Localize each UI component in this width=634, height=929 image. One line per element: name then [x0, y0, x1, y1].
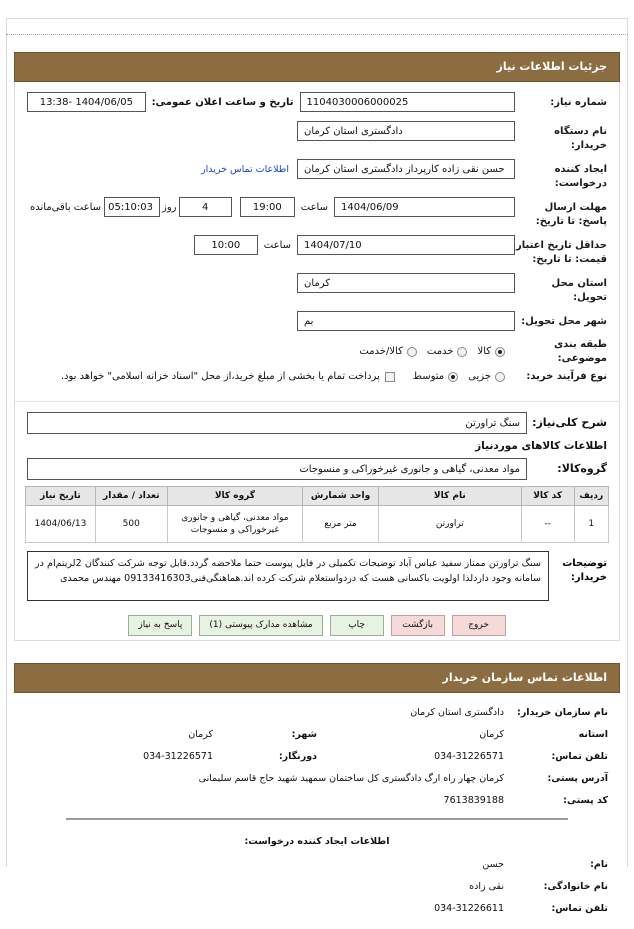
cell-need-date: 1404/06/13	[26, 505, 96, 542]
goods-table-header-row	[26, 486, 609, 505]
cell-code: --	[521, 505, 574, 542]
validity-hour-label: ساعت	[263, 240, 291, 251]
buyer-contact-area	[14, 693, 620, 929]
process-option-motevaset-label: متوسط	[412, 371, 445, 383]
row-province-city	[26, 729, 608, 740]
row-delivery-city	[27, 311, 607, 331]
category-option-kala-label: کالا	[477, 346, 491, 357]
need-details-panel	[14, 82, 620, 641]
creator-field[interactable]: حسن نقی زاده کارپرداز دادگستری استان کرمان	[297, 159, 515, 179]
announce-label: تاریخ و ساعت اعلان عمومی:	[151, 97, 294, 108]
category-option-khedmat-label: خدمت	[426, 346, 454, 357]
row-buyer-org	[27, 121, 607, 152]
category-option-kala[interactable]	[477, 346, 505, 357]
fax-value: 034-31226571	[143, 750, 213, 762]
org-name-value: دادگستری استان کرمان	[410, 706, 504, 718]
delivery-city-field[interactable]: بم	[297, 311, 515, 331]
process-option-jozi-label: جزیی	[468, 371, 491, 383]
delivery-province-label: استان محل تحویل:	[551, 278, 607, 303]
goods-group-field[interactable]: مواد معدنی، گیاهی و جانوری غیرخوراکی و منسوجات	[27, 458, 527, 480]
row-creator-first-name	[26, 859, 608, 870]
radio-icon-motevaset[interactable]	[448, 372, 458, 382]
row-postal	[26, 795, 608, 806]
row-need-number	[27, 92, 607, 114]
process-label: نوع فرآیند خرید:	[526, 371, 607, 382]
treasury-checkbox-label: پرداخت تمام یا بخشی از مبلغ خرید،از محل "اسناد خزانه اسلامی" خواهد بود.	[60, 371, 380, 383]
row-process	[27, 370, 607, 384]
divider-after-form	[15, 401, 619, 402]
row-creator-last-name	[26, 881, 608, 892]
row-goods-group	[27, 458, 607, 480]
deadline-date-field[interactable]: 1404/06/09	[334, 197, 515, 217]
address-label: آدرس پستی:	[547, 772, 608, 784]
process-option-motevaset[interactable]	[413, 371, 458, 382]
remaining-time-field[interactable]: 05:10:03	[104, 197, 160, 217]
province-label: استانه	[578, 728, 608, 740]
validity-hour-field[interactable]: 10:00	[194, 235, 258, 255]
delivery-province-field[interactable]: کرمان	[297, 273, 515, 293]
exit-button[interactable]: خروج	[452, 615, 506, 636]
col-name: نام کالا	[378, 486, 521, 505]
category-option-kala-khedmat-label: کالا/خدمت	[359, 346, 403, 357]
creator-phone-label: تلفن تماس:	[551, 902, 608, 914]
validity-label: حداقل تاریخ اعتبار قیمت: تا تاریخ:	[515, 240, 607, 265]
row-delivery-province	[27, 273, 607, 304]
description-label: توضیحات خریدار:	[562, 557, 607, 583]
province-group	[317, 729, 608, 740]
need-summary-label: شرح کلی‌نیاز:	[532, 415, 607, 429]
view-attachments-button[interactable]: مشاهده مدارک پیوستی (1)	[199, 615, 322, 636]
phone-group	[317, 751, 608, 762]
deadline-hour-field[interactable]: 19:00	[240, 197, 295, 217]
row-creator	[27, 159, 607, 190]
phone-label: تلفن تماس:	[551, 750, 608, 762]
creator-last-name-label: نام خانوادگی:	[543, 880, 608, 892]
row-category	[27, 338, 607, 365]
postal-label: کد پستی:	[563, 794, 608, 806]
description-block	[27, 551, 607, 601]
remaining-days-field[interactable]: 4	[179, 197, 232, 217]
contact-divider	[66, 818, 568, 820]
treasury-checkbox-group[interactable]	[61, 371, 395, 382]
row-phone-fax	[26, 751, 608, 762]
action-button-bar	[15, 615, 619, 636]
creator-first-name-value: حسن	[482, 858, 504, 870]
goods-info-title: اطلاعات کالاهای موردنیاز	[475, 439, 607, 452]
fax-group	[26, 751, 317, 762]
category-label: طبقه بندی موضوعی:	[553, 339, 607, 364]
need-summary-field[interactable]: سنگ تراورتن	[27, 412, 527, 434]
deadline-hour-label: ساعت	[300, 202, 328, 213]
row-need-summary	[27, 412, 607, 434]
validity-date-field[interactable]: 1404/07/10	[297, 235, 515, 255]
row-creator-phone	[26, 903, 608, 914]
radio-icon-khedmat[interactable]	[457, 347, 467, 357]
category-option-kala-khedmat[interactable]	[359, 346, 417, 357]
need-details-form	[15, 82, 619, 395]
print-button[interactable]: چاپ	[330, 615, 384, 636]
city-value: کرمان	[188, 728, 213, 740]
buyer-org-label: نام دستگاه خریدار:	[554, 126, 607, 151]
row-address	[26, 773, 608, 784]
remaining-time-label: ساعت باقی‌مانده	[30, 202, 102, 213]
city-group	[26, 729, 317, 740]
creator-contact-title: اطلاعات ایجاد کننده درخواست:	[244, 835, 390, 847]
cell-quantity: 500	[95, 505, 167, 542]
radio-icon-kala-khedmat[interactable]	[407, 347, 417, 357]
respond-to-need-button[interactable]: پاسخ به نیاز	[128, 615, 192, 636]
creator-label: ایجاد کننده درخواست:	[554, 164, 607, 189]
need-number-label: شماره نیاز:	[550, 97, 607, 108]
need-number-field[interactable]: 1104030006000025	[300, 92, 515, 112]
cell-row: 1	[574, 505, 609, 542]
row-deadline	[27, 197, 607, 228]
deadline-label: مهلت ارسال پاسخ: تا تاریخ:	[535, 202, 607, 227]
address-value: کرمان چهار راه ارگ دادگستری کل ساختمان سمهید شهید حاج قاسم سلیمانی	[198, 772, 504, 784]
checkbox-icon-treasury[interactable]	[385, 372, 395, 382]
buyer-org-field[interactable]: دادگستری استان کرمان	[297, 121, 515, 141]
buyer-contact-link[interactable]: اطلاعات تماس خریدار	[200, 164, 289, 175]
cell-group: مواد معدنی، گیاهی و جانوری غیرخوراکی و منسوجات	[167, 505, 302, 542]
goods-group-label: گروه‌کالا:	[557, 461, 607, 475]
days-unit-label: روز	[162, 202, 177, 213]
org-name-label: نام سازمان خریدار:	[517, 706, 608, 718]
radio-icon-jozi[interactable]	[495, 372, 505, 382]
goods-table	[25, 486, 609, 543]
table-row	[26, 505, 609, 542]
creator-last-name-value: نقی زاده	[469, 880, 504, 892]
category-option-khedmat[interactable]	[427, 346, 468, 357]
phone-value: 034-31226571	[434, 750, 504, 762]
top-dotted-rule	[6, 34, 628, 35]
row-org-name	[26, 707, 608, 718]
back-button[interactable]: بازگشت	[391, 615, 445, 636]
creator-phone-value: 034-31226611	[434, 902, 504, 914]
row-validity	[27, 235, 607, 266]
fax-label: دورنگار:	[278, 750, 317, 762]
col-need-date: تاریخ نیاز	[26, 486, 96, 505]
col-group: گروه کالا	[167, 486, 302, 505]
col-unit: واحد شمارش	[303, 486, 379, 505]
cell-name: تراورتن	[378, 505, 521, 542]
col-row: ردیف	[574, 486, 609, 505]
postal-value: 7613839188	[443, 794, 504, 806]
announce-datetime-field[interactable]: 1404/06/05 -13:38	[27, 92, 146, 112]
section-header-buyer-contact: اطلاعات تماس سازمان خریدار	[14, 663, 620, 693]
city-label: شهر:	[291, 728, 317, 740]
col-code: کد کالا	[521, 486, 574, 505]
radio-icon-kala[interactable]	[495, 347, 505, 357]
delivery-city-label: شهر محل تحویل:	[521, 316, 607, 327]
cell-unit: متر مربع	[303, 505, 379, 542]
section-header-need-details: جزئیات اطلاعات نیاز	[14, 52, 620, 82]
process-option-jozi[interactable]	[468, 371, 505, 382]
description-text: سنگ تراورتن ممتاز سفید عباس آباد توضیحات تکمیلی در فایل پیوست حتما ملاحضه گردد.قابل توجه شرکت کنندگان 2لریتم‌ام در سامانه وجود داردلذا اولویت باکسانی هست که دردواستعلام شرکت کرده اند.هماهنگی‌فنی09133416303 مهندس محمدی	[27, 551, 549, 601]
creator-first-name-label: نام:	[590, 858, 608, 870]
province-value: کرمان	[479, 728, 504, 740]
col-quantity: تعداد / مقدار	[95, 486, 167, 505]
